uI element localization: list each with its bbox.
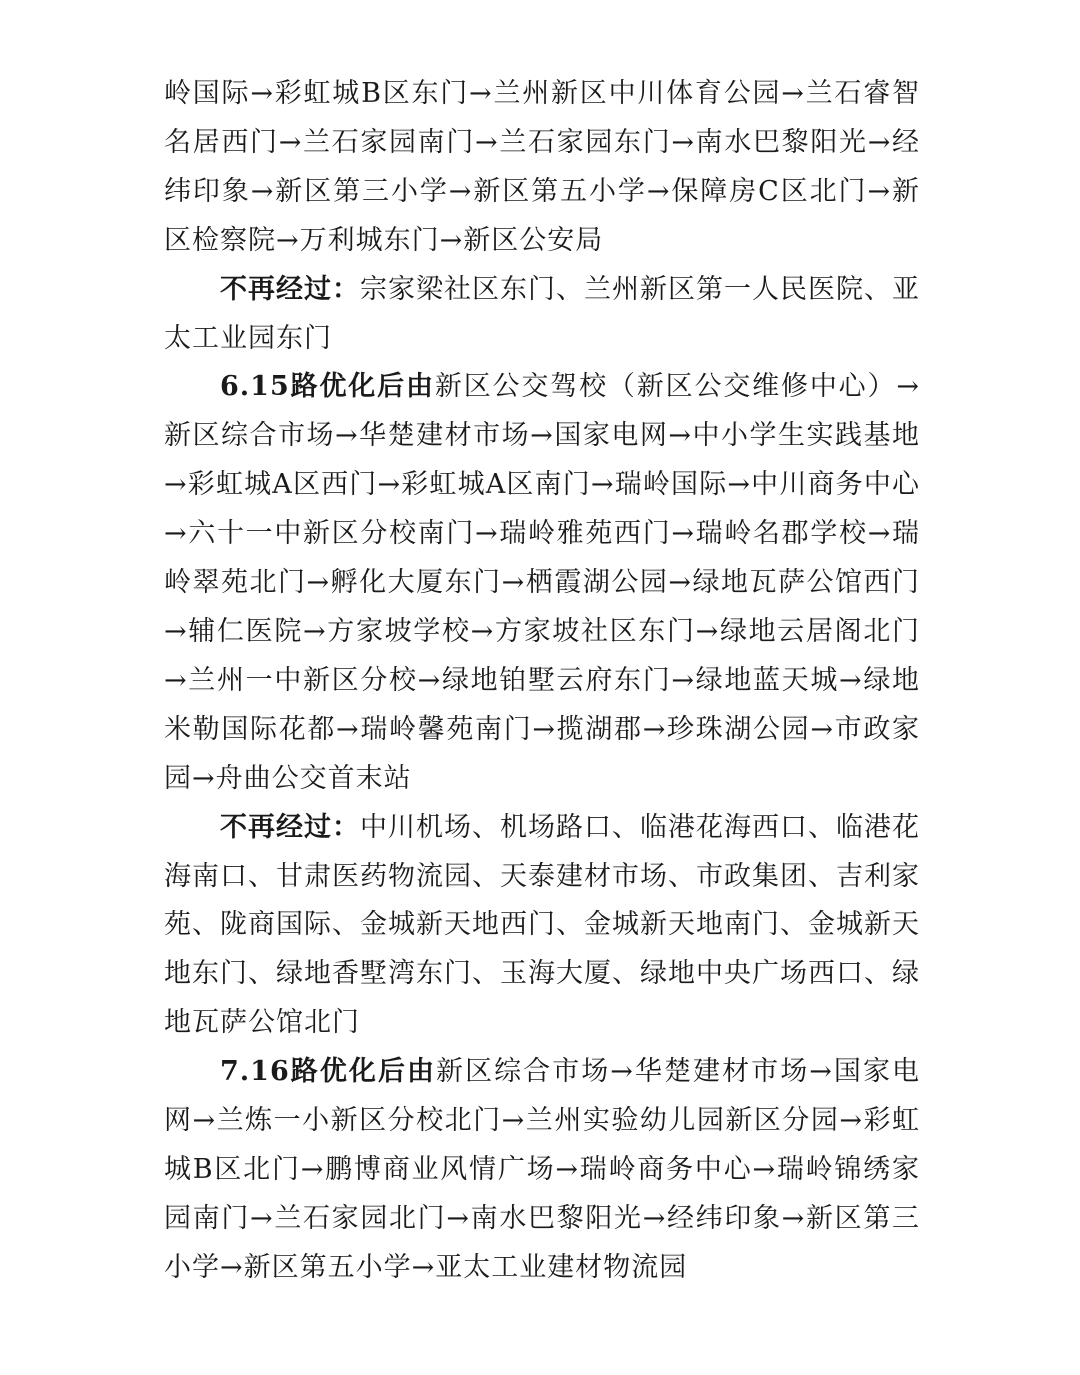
no-longer-passing-label: 不再经过： bbox=[220, 811, 360, 843]
route-paragraph-continuation bbox=[164, 70, 920, 266]
route-6-paragraph bbox=[164, 363, 920, 803]
paragraph-body: 岭国际→彩虹城B区东门→兰州新区中川体育公园→兰石睿智名居西门→兰石家园南门→兰石家园东门→南水巴黎阳光→经纬印象→新区第三小学→新区第五小学→保障房C区北门→新区检察院→万利城东门→新区公安局 bbox=[164, 78, 920, 256]
no-longer-passing-paragraph-1 bbox=[164, 266, 920, 364]
no-longer-passing-paragraph-2 bbox=[164, 804, 920, 1049]
route-7-paragraph bbox=[164, 1048, 920, 1293]
paragraph-body: 中川机场、机场路口、临港花海西口、临港花海南口、甘肃医药物流园、天泰建材市场、市政集团、吉利家苑、陇商国际、金城新天地西门、金城新天地南门、金城新天地东门、绿地香墅湾东门、玉海大厦、绿地中央广场西口、绿地瓦萨公馆北门 bbox=[164, 811, 920, 1039]
paragraph-body: 宗家梁社区东门、兰州新区第一人民医院、亚太工业园东门 bbox=[164, 273, 920, 354]
route-6-heading: 6.15路优化后由 bbox=[220, 371, 435, 403]
route-7-heading: 7.16路优化后由 bbox=[220, 1056, 437, 1088]
paragraph-body: 新区综合市场→华楚建材市场→国家电网→兰炼一小新区分校北门→兰州实验幼儿园新区分园→彩虹城B区北门→鹏博商业风情广场→瑞岭商务中心→瑞岭锦绣家园南门→兰石家园北门→南水巴黎阳光→经纬印象→新区第三小学→新区第五小学→亚太工业建材物流园 bbox=[164, 1056, 920, 1283]
route-text-block bbox=[164, 70, 920, 1293]
no-longer-passing-label: 不再经过： bbox=[220, 273, 360, 305]
paragraph-body: 新区公交驾校（新区公交维修中心）→新区综合市场→华楚建材市场→国家电网→中小学生实践基地→彩虹城A区西门→彩虹城A区南门→瑞岭国际→中川商务中心→六十一中新区分校南门→瑞岭雅苑西门→瑞岭名郡学校→瑞岭翠苑北门→孵化大厦东门→栖霞湖公园→绿地瓦萨公馆西门→辅仁医院→方家坡学校→方家坡社区东门→绿地云居阁北门→兰州一中新区分校→绿地铂墅云府东门→绿地蓝天城→绿地米勒国际花都→瑞岭馨苑南门→揽湖郡→珍珠湖公园→市政家园→舟曲公交首末站 bbox=[164, 371, 921, 794]
